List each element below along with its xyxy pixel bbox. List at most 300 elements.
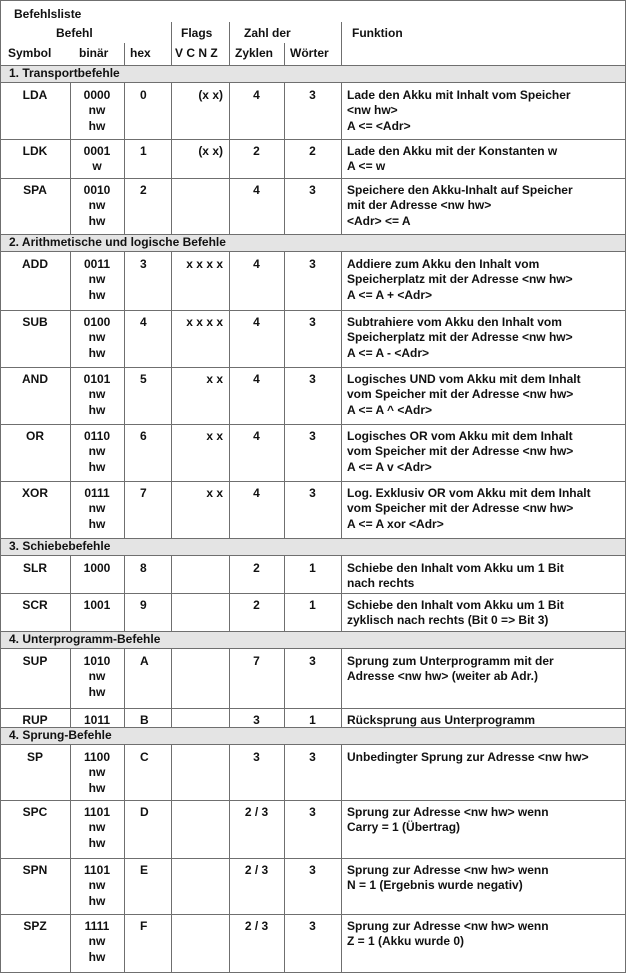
symbol-value: SPN — [22, 863, 48, 877]
cell-zyklen — [229, 183, 284, 198]
funktion-line: Sprung zur Adresse <nw hw> wenn — [347, 919, 549, 933]
zyklen-value: 2 — [253, 598, 260, 612]
cell-funktion — [341, 315, 625, 361]
cell-zyklen — [229, 654, 284, 669]
symbol-value: SLR — [23, 561, 47, 575]
hex-value: 9 — [140, 598, 147, 612]
table-row — [0, 708, 625, 727]
hex-value: C — [140, 750, 149, 764]
woerter-value: 3 — [309, 315, 316, 329]
hex-value: 3 — [140, 257, 147, 271]
cell-symbol — [0, 88, 70, 103]
hex-value: 2 — [140, 183, 147, 197]
cell-symbol — [0, 805, 70, 820]
funktion-line: Speicherplatz mit der Adresse <nw hw> — [347, 330, 573, 345]
hex-value: B — [140, 713, 149, 727]
woerter-value: 3 — [309, 429, 316, 443]
funktion-line: Logisches OR vom Akku mit dem Inhalt — [347, 429, 573, 443]
funktion-line: Lade den Akku mit der Konstanten w — [347, 144, 558, 158]
woerter-value: 1 — [309, 598, 316, 612]
cell-bin — [70, 429, 124, 475]
cell-bin — [70, 561, 124, 576]
bin-line: 0110 — [83, 429, 111, 443]
woerter-value: 3 — [309, 654, 316, 668]
zyklen-value: 3 — [253, 713, 260, 727]
cell-woerter — [284, 919, 341, 934]
funktion-line: A <= A v <Adr> — [347, 459, 432, 474]
funktion-line: mit der Adresse <nw hw> — [347, 198, 492, 213]
bin-line: 0111 — [84, 486, 110, 500]
header-symbol: Symbol — [8, 46, 52, 60]
zyklen-value: 7 — [253, 654, 260, 668]
bin-line: hw — [88, 459, 106, 474]
column-divider — [124, 555, 125, 631]
cell-symbol — [0, 598, 70, 613]
cell-bin — [70, 315, 124, 361]
funktion-line: A <= A ^ <Adr> — [347, 402, 433, 417]
column-divider — [341, 43, 342, 65]
bin-line: hw — [88, 835, 106, 850]
cell-hex — [124, 863, 171, 878]
cell-bin — [70, 257, 124, 303]
funktion-line: Log. Exklusiv OR vom Akku mit dem Inhalt — [347, 486, 591, 500]
cell-funktion — [341, 429, 625, 475]
symbol-value: RUP — [22, 713, 48, 727]
funktion-line: Carry = 1 (Übertrag) — [347, 820, 461, 835]
table-title: Befehlsliste — [14, 7, 82, 21]
cell-funktion — [341, 561, 625, 592]
bin-line: nw — [88, 387, 106, 402]
row-divider — [0, 367, 625, 368]
column-divider — [341, 22, 342, 43]
cell-zyklen — [229, 598, 284, 613]
bin-line: nw — [88, 272, 106, 287]
cell-woerter — [284, 598, 341, 613]
cell-zyklen — [229, 88, 284, 103]
bin-line: 1010 — [83, 654, 111, 668]
row-divider — [0, 555, 625, 556]
cell-funktion — [341, 863, 625, 894]
column-divider — [284, 648, 285, 727]
cell-hex — [124, 144, 171, 159]
hex-value: 4 — [140, 315, 147, 329]
row-divider — [0, 744, 625, 745]
zyklen-value: 4 — [253, 315, 260, 329]
zyklen-value: 4 — [253, 429, 260, 443]
bin-line: 0011 — [83, 257, 111, 271]
bin-line: nw — [88, 765, 106, 780]
cell-woerter — [284, 805, 341, 820]
symbol-value: LDA — [22, 88, 48, 102]
cell-bin — [70, 750, 124, 796]
column-divider — [229, 555, 230, 631]
funktion-line: Adresse <nw hw> (weiter ab Adr.) — [347, 669, 538, 684]
cell-bin — [70, 919, 124, 965]
header-flags: Flags — [181, 26, 213, 40]
cell-woerter — [284, 429, 341, 444]
cell-symbol — [0, 561, 70, 576]
header-woerter: Wörter — [290, 46, 329, 60]
funktion-line: Addiere zum Akku den Inhalt vom — [347, 257, 540, 271]
bin-line: 0100 — [83, 315, 111, 329]
column-divider — [70, 744, 71, 972]
column-divider — [229, 744, 230, 972]
column-divider — [229, 43, 230, 65]
bin-line: 1101 — [83, 863, 111, 877]
symbol-value: SP — [26, 750, 43, 764]
row-divider — [0, 727, 625, 728]
symbol-value: SUB — [22, 315, 48, 329]
cell-hex — [124, 486, 171, 501]
table-row — [0, 914, 625, 972]
zyklen-value: 4 — [253, 88, 260, 102]
hex-value: 5 — [140, 372, 147, 386]
bin-line: hw — [88, 516, 106, 531]
table-row — [0, 139, 625, 178]
cell-flags — [171, 144, 229, 159]
cell-bin — [70, 654, 124, 700]
table-row — [0, 593, 625, 631]
funktion-line: N = 1 (Ergebnis wurde negativ) — [347, 878, 523, 893]
cell-symbol — [0, 183, 70, 198]
woerter-value: 1 — [309, 561, 316, 575]
bin-line: nw — [88, 820, 106, 835]
section-label: 4. Sprung-Befehle — [9, 728, 112, 742]
bin-line: 0101 — [83, 372, 111, 386]
zyklen-value: 2 / 3 — [244, 919, 269, 933]
funktion-line: A <= A + <Adr> — [347, 287, 433, 302]
row-divider — [0, 593, 625, 594]
row-divider — [0, 234, 625, 235]
zyklen-value: 2 / 3 — [244, 863, 269, 877]
woerter-value: 3 — [309, 183, 316, 197]
cell-flags — [171, 372, 229, 387]
cell-flags — [171, 429, 229, 444]
row-divider — [0, 65, 625, 66]
header-zahl-der: Zahl der — [244, 26, 291, 40]
cell-bin — [70, 183, 124, 229]
table-row — [0, 310, 625, 367]
symbol-value: LDK — [22, 144, 48, 158]
table-row — [0, 367, 625, 424]
column-divider — [124, 82, 125, 234]
woerter-value: 3 — [309, 805, 316, 819]
cell-zyklen — [229, 144, 284, 159]
bin-line: nw — [88, 669, 106, 684]
cell-woerter — [284, 486, 341, 501]
table-row — [0, 800, 625, 858]
hex-value: 7 — [140, 486, 147, 500]
column-divider — [341, 744, 342, 972]
column-divider — [229, 648, 230, 727]
bin-line: 1101 — [83, 805, 111, 819]
woerter-value: 3 — [309, 919, 316, 933]
symbol-value: SPZ — [23, 919, 47, 933]
symbol-value: AND — [22, 372, 48, 386]
column-divider — [124, 648, 125, 727]
bin-line: nw — [88, 444, 106, 459]
cell-bin — [70, 486, 124, 532]
cell-flags — [171, 315, 229, 330]
row-divider — [0, 631, 625, 632]
header-binaer: binär — [79, 46, 109, 60]
funktion-line: Subtrahiere vom Akku den Inhalt vom — [347, 315, 562, 329]
table-row — [0, 252, 625, 310]
funktion-line: Z = 1 (Akku wurde 0) — [347, 934, 465, 949]
bin-line: hw — [88, 684, 106, 699]
cell-symbol — [0, 372, 70, 387]
table-row — [0, 858, 625, 914]
hex-value: A — [140, 654, 149, 668]
cell-woerter — [284, 88, 341, 103]
column-divider — [171, 251, 172, 538]
cell-bin — [70, 372, 124, 418]
bin-line: nw — [88, 934, 106, 949]
symbol-value: SUP — [22, 654, 48, 668]
funktion-line: zyklisch nach rechts (Bit 0 => Bit 3) — [347, 613, 549, 628]
cell-funktion — [341, 144, 625, 175]
cell-woerter — [284, 183, 341, 198]
header-hex: hex — [130, 46, 151, 60]
hex-value: 8 — [140, 561, 147, 575]
zyklen-value: 4 — [253, 372, 260, 386]
cell-zyklen — [229, 919, 284, 934]
cell-funktion — [341, 88, 625, 134]
bin-line: 0001 — [83, 144, 111, 158]
cell-woerter — [284, 372, 341, 387]
column-divider — [341, 555, 342, 631]
bin-line: 1011 — [83, 713, 111, 727]
cell-flags — [171, 257, 229, 272]
hex-value: E — [140, 863, 149, 877]
column-divider — [171, 744, 172, 972]
symbol-value: OR — [26, 429, 44, 443]
cell-zyklen — [229, 257, 284, 272]
bin-line: 1111 — [84, 919, 110, 933]
bin-line: 1000 — [83, 561, 111, 575]
bin-line: hw — [88, 118, 106, 133]
symbol-value: XOR — [21, 486, 48, 500]
section-label: 4. Unterprogramm-Befehle — [9, 632, 161, 646]
table-row — [0, 481, 625, 538]
column-divider — [70, 555, 71, 631]
funktion-line: <Adr> <= A — [347, 213, 411, 228]
table-row — [0, 424, 625, 481]
zyklen-value: 2 — [253, 561, 260, 575]
column-divider — [341, 82, 342, 234]
column-divider — [70, 251, 71, 538]
funktion-line: vom Speicher mit der Adresse <nw hw> — [347, 387, 574, 402]
bin-line: hw — [88, 949, 106, 964]
bin-line: hw — [88, 287, 106, 302]
cell-symbol — [0, 863, 70, 878]
cell-hex — [124, 805, 171, 820]
cell-funktion — [341, 183, 625, 229]
cell-zyklen — [229, 561, 284, 576]
zyklen-value: 2 / 3 — [244, 805, 269, 819]
cell-hex — [124, 372, 171, 387]
cell-hex — [124, 183, 171, 198]
funktion-line: <nw hw> — [347, 103, 398, 118]
bin-line: hw — [88, 345, 106, 360]
bin-line: 1001 — [83, 598, 111, 612]
bin-line: w — [92, 159, 102, 174]
zyklen-value: 4 — [253, 486, 260, 500]
woerter-value: 3 — [309, 88, 316, 102]
flags-value: x x x x — [186, 315, 223, 329]
row-divider — [0, 914, 625, 915]
cell-zyklen — [229, 315, 284, 330]
cell-bin — [70, 863, 124, 909]
header-vcnz: V C N Z — [175, 46, 218, 60]
bin-line: 0000 — [83, 88, 111, 102]
funktion-line: Sprung zum Unterprogramm mit der — [347, 654, 554, 668]
bin-line: hw — [88, 893, 106, 908]
flags-value: (x x) — [198, 88, 223, 102]
funktion-line: Logisches UND vom Akku mit dem Inhalt — [347, 372, 581, 386]
header-zyklen: Zyklen — [235, 46, 274, 60]
funktion-line: Rücksprung aus Unterprogramm — [347, 713, 536, 727]
cell-funktion — [341, 372, 625, 418]
woerter-value: 3 — [309, 486, 316, 500]
cell-symbol — [0, 486, 70, 501]
cell-hex — [124, 561, 171, 576]
bin-line: 0010 — [83, 183, 111, 197]
hex-value: 6 — [140, 429, 147, 443]
hex-value: D — [140, 805, 149, 819]
cell-bin — [70, 598, 124, 613]
cell-zyklen — [229, 486, 284, 501]
cell-funktion — [341, 598, 625, 629]
hex-value: F — [140, 919, 148, 933]
funktion-line: vom Speicher mit der Adresse <nw hw> — [347, 501, 574, 516]
funktion-line: A <= w — [347, 159, 386, 174]
cell-symbol — [0, 257, 70, 272]
funktion-line: Lade den Akku mit Inhalt vom Speicher — [347, 88, 571, 102]
funktion-line: Schiebe den Inhalt vom Akku um 1 Bit — [347, 598, 564, 612]
woerter-value: 3 — [309, 863, 316, 877]
table-row — [0, 556, 625, 593]
column-divider — [229, 22, 230, 43]
symbol-value: SPA — [23, 183, 47, 197]
cell-symbol — [0, 919, 70, 934]
cell-bin — [70, 805, 124, 851]
funktion-line: A <= A - <Adr> — [347, 345, 430, 360]
cell-flags — [171, 486, 229, 501]
bin-line: nw — [88, 198, 106, 213]
symbol-value: SPC — [22, 805, 48, 819]
bin-line: hw — [88, 213, 106, 228]
woerter-value: 1 — [309, 713, 316, 727]
flags-value: (x x) — [198, 144, 223, 158]
cell-symbol — [0, 429, 70, 444]
zyklen-value: 2 — [253, 144, 260, 158]
funktion-line: Sprung zur Adresse <nw hw> wenn — [347, 863, 549, 877]
column-divider — [284, 555, 285, 631]
cell-flags — [171, 88, 229, 103]
symbol-value: ADD — [22, 257, 48, 271]
funktion-line: vom Speicher mit der Adresse <nw hw> — [347, 444, 574, 459]
cell-hex — [124, 750, 171, 765]
cell-funktion — [341, 654, 625, 685]
column-divider — [284, 744, 285, 972]
cell-hex — [124, 88, 171, 103]
cell-zyklen — [229, 805, 284, 820]
column-divider — [70, 82, 71, 234]
woerter-value: 2 — [309, 144, 316, 158]
cell-hex — [124, 257, 171, 272]
cell-symbol — [0, 315, 70, 330]
bin-line: hw — [88, 402, 106, 417]
row-divider — [0, 251, 625, 252]
woerter-value: 3 — [309, 257, 316, 271]
column-divider — [341, 648, 342, 727]
column-divider — [171, 43, 172, 65]
cell-symbol — [0, 654, 70, 669]
table-row — [0, 178, 625, 234]
cell-woerter — [284, 750, 341, 765]
row-divider — [0, 424, 625, 425]
cell-woerter — [284, 257, 341, 272]
row-divider — [0, 708, 625, 709]
zyklen-value: 3 — [253, 750, 260, 764]
cell-hex — [124, 315, 171, 330]
row-divider — [0, 538, 625, 539]
cell-woerter — [284, 315, 341, 330]
cell-woerter — [284, 144, 341, 159]
table-row — [0, 649, 625, 708]
column-divider — [124, 43, 125, 65]
header-befehl: Befehl — [56, 26, 93, 40]
cell-funktion — [341, 919, 625, 950]
section-arithmetic — [0, 234, 625, 251]
cell-symbol — [0, 750, 70, 765]
row-divider — [0, 139, 625, 140]
section-subroutine — [0, 631, 625, 648]
zyklen-value: 4 — [253, 183, 260, 197]
row-divider — [0, 82, 625, 83]
flags-value: x x x x — [186, 257, 223, 271]
symbol-value: SCR — [22, 598, 48, 612]
row-divider — [0, 310, 625, 311]
woerter-value: 3 — [309, 750, 316, 764]
section-label: 2. Arithmetische und logische Befehle — [9, 235, 226, 249]
cell-zyklen — [229, 372, 284, 387]
cell-woerter — [284, 561, 341, 576]
column-divider — [171, 82, 172, 234]
hex-value: 1 — [140, 144, 147, 158]
zyklen-value: 4 — [253, 257, 260, 271]
section-shift — [0, 538, 625, 555]
column-divider — [284, 43, 285, 65]
column-divider — [124, 744, 125, 972]
section-jump — [0, 727, 625, 744]
column-divider — [284, 251, 285, 538]
cell-woerter — [284, 654, 341, 669]
row-divider — [0, 178, 625, 179]
cell-symbol — [0, 144, 70, 159]
funktion-line: A <= A xor <Adr> — [347, 516, 444, 531]
cell-zyklen — [229, 863, 284, 878]
table-row — [0, 83, 625, 139]
cell-bin — [70, 88, 124, 134]
funktion-line: Unbedingter Sprung zur Adresse <nw hw> — [347, 750, 589, 764]
column-divider — [70, 648, 71, 727]
section-label: 1. Transportbefehle — [9, 66, 120, 80]
table-row — [0, 745, 625, 800]
row-divider — [0, 481, 625, 482]
row-divider — [0, 800, 625, 801]
